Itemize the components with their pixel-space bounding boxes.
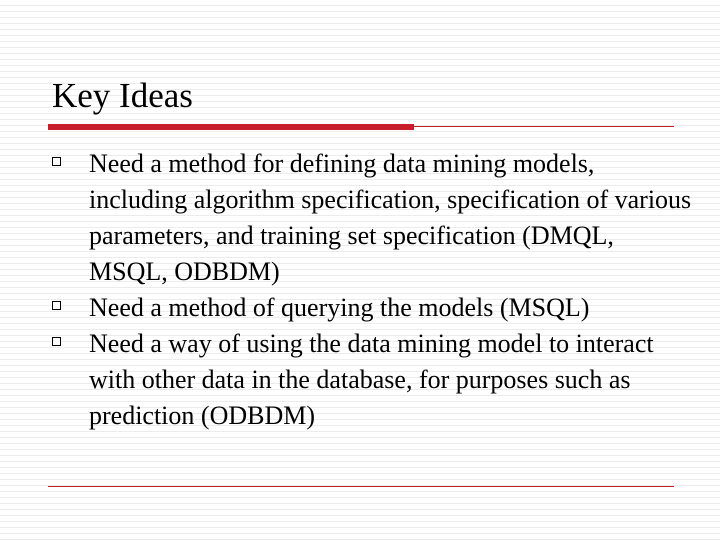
bullet-list <box>52 146 692 434</box>
bullet-item <box>52 326 692 434</box>
bullet-text: Need a way of using the data mining model to interact with other data in the database, for purposes such as prediction (ODBDM) <box>89 329 654 430</box>
hollow-square-bullet-icon <box>52 337 61 346</box>
bullet-item <box>52 290 692 326</box>
hollow-square-bullet-icon <box>52 301 61 310</box>
bullet-text: Need a method of querying the models (MSQL) <box>89 293 590 322</box>
hollow-square-bullet-icon <box>52 157 61 166</box>
title-underline-thick <box>48 124 414 130</box>
bullet-text: Need a method for defining data mining models, including algorithm specification, specification of various parameters, and training set specification (DMQL, MSQL, ODBDM) <box>89 149 692 286</box>
slide-title: Key Ideas <box>52 76 193 115</box>
bullet-item <box>52 146 692 290</box>
footer-rule <box>48 486 674 487</box>
